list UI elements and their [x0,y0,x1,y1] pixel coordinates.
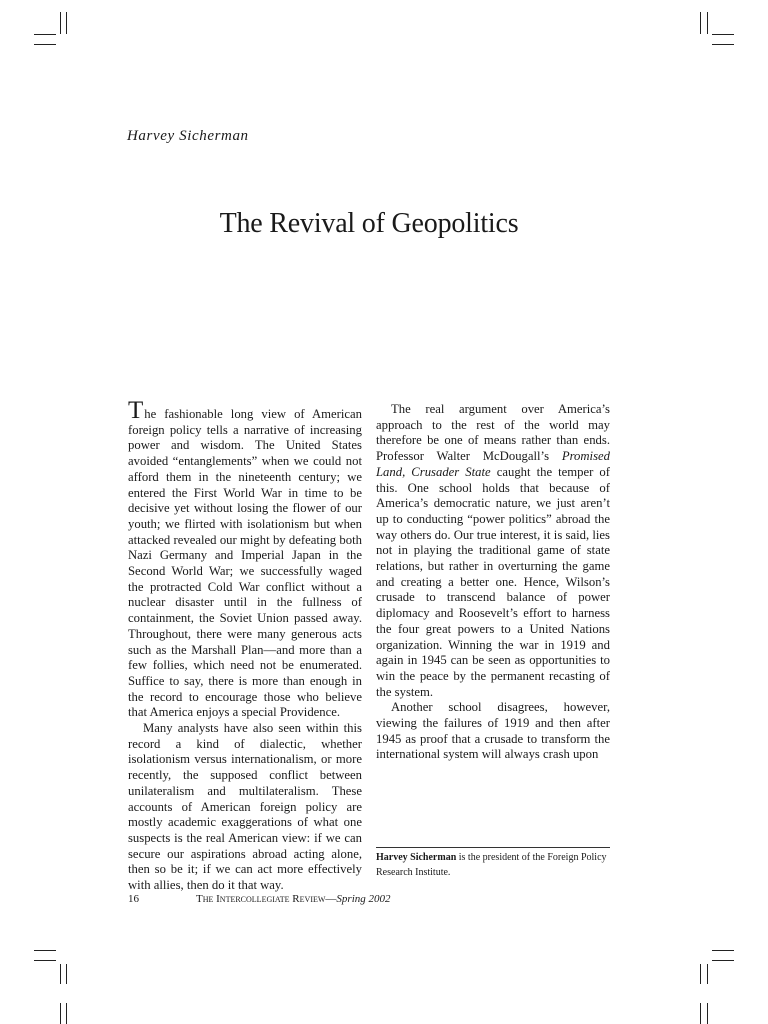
book-title: Promised Land, Crusader State [376,449,610,479]
paragraph-text: he fashionable long view of American foreign policy tells a narrative of increasing power and wisdom. The United States avoided “entanglements” when we could not afford them in the nineteenth century; we entered the First World War in time to be decisive yet without losing the flower of our youth; we flirted with isolationism but when attacked revealed our might by defeating both Nazi Germany and Imperial Japan in the Second World War; we successfully waged the protracted Cold War conflict without a nuclear disaster until in the fullness of containment, the Soviet Union passed away. Throughout, there were many generous acts such as the Marshall Plan—and more than a few follies, which need not be enumerated. Suffice to say, there is more than enough in the record to encourage those who believe that America enjoys a special Providence. [128,407,362,720]
footnote-divider [376,847,610,848]
issue-date: Spring 2002 [336,893,391,905]
crop-mark [707,12,708,34]
crop-mark [707,964,708,984]
footnote-text: is the president of the Foreign Policy Research Institute. [376,852,607,878]
crop-mark [707,1003,708,1024]
crop-mark [66,964,67,984]
crop-mark [712,34,734,35]
running-footer [196,893,391,905]
crop-mark [60,12,61,34]
crop-mark [34,34,56,35]
body-column-right [376,402,610,763]
crop-mark [712,44,734,45]
paragraph-text: caught the temper of this. One school holds that because of America’s democratic nature, we just aren’t up to conducting “power politics” abroad the way others do. Our true interest, it is said, lies not in playing the traditional game of state relations, but rather in overturning the game and creating a better one. Hence, Wilson’s crusade to transcend balance of power diplomacy and Roosevelt’s effort to harness the four great powers to a United Nations organization. Winning the war in 1919 and again in 1945 can be seen as opportunities to win the peace by the permanent recasting of the system. [376,464,610,699]
crop-mark [712,950,734,951]
crop-mark [700,964,701,984]
page-number: 16 [128,893,139,905]
crop-mark [60,964,61,984]
drop-cap: T [128,397,144,424]
paragraph: Another school disagrees, however, viewing the failures of 1919 and then after 1945 as proof that a crusade to transform the international system will always crash upon [376,700,610,762]
paragraph: Many analysts have also seen within this record a kind of dialectic, whether isolationism versus internationalism, or more recently, the supposed conflict between unilateralism and multilateralism. These accounts of American foreign policy are mostly academic exaggerations of what one suspects is the real American view: if we can secure our aspirations abroad acting alone, then so be it; if we can act more effectively with allies, then do it that way. [128,721,362,893]
crop-mark [34,44,56,45]
article-title: The Revival of Geopolitics [219,208,519,239]
crop-mark [34,950,56,951]
author-footnote [376,851,612,880]
crop-mark [700,12,701,34]
body-column-left [128,397,362,894]
crop-mark [66,1003,67,1024]
paragraph [376,402,610,700]
journal-name: The Intercollegiate Review [196,893,326,905]
crop-mark [34,960,56,961]
paragraph-text: The real argument over America’s approach to the rest of the world may therefore be one of means rather than ends. Professor Walter McDougall’s [376,402,610,464]
crop-mark [60,1003,61,1024]
crop-mark [66,12,67,34]
footnote-author: Harvey Sicherman [376,852,457,863]
crop-mark [700,1003,701,1024]
author-byline: Harvey Sicherman [127,128,249,144]
paragraph [128,397,362,721]
crop-mark [712,960,734,961]
footer-separator: — [325,893,337,905]
